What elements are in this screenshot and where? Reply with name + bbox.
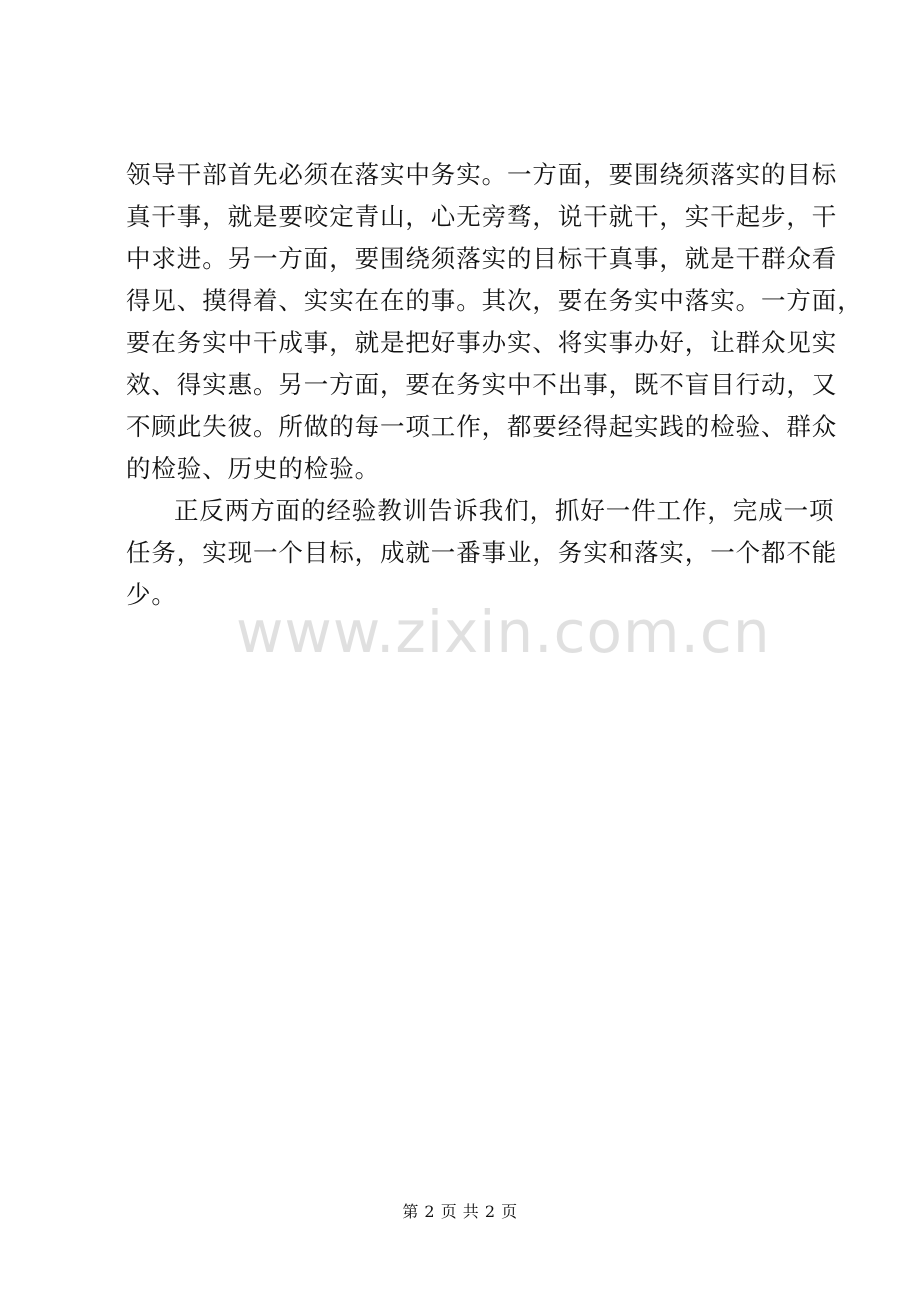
watermark-text: www.zixin.com.cn [236, 598, 771, 666]
paragraph-2-line-2: 任务，实现一个目标，成就一番事业，务实和落实，一个都不能 [126, 538, 838, 567]
paragraph-1-line-6: 效、得实惠。另一方面，要在务实中不出事，既不盲目行动，又 [126, 370, 838, 399]
paragraph-1-line-1: 领导干部首先必须在落实中务实。一方面，要围绕须落实的目标 [126, 160, 838, 189]
page-footer: 第 2 页 共 2 页 [402, 1202, 518, 1221]
paragraph-1-line-5: 要在务实中干成事，就是把好事办实、将实事办好，让群众见实 [126, 328, 838, 357]
paragraph-1-line-7: 不顾此失彼。所做的每一项工作，都要经得起实践的检验、群众 [126, 412, 838, 441]
paragraph-2-line-3: 少。 [126, 580, 177, 609]
paragraph-1-line-8: 的检验、历史的检验。 [126, 454, 380, 483]
paragraph-1-line-2: 真干事，就是要咬定青山，心无旁骛，说干就干，实干起步，干 [126, 202, 838, 231]
paragraph-1-line-3: 中求进。另一方面，要围绕须落实的目标干真事，就是干群众看 [126, 244, 838, 273]
paragraph-1-line-4: 得见、摸得着、实实在在的事。其次，要在务实中落实。一方面， [126, 286, 863, 315]
paragraph-2-line-1: 正反两方面的经验教训告诉我们，抓好一件工作，完成一项 [174, 496, 835, 525]
